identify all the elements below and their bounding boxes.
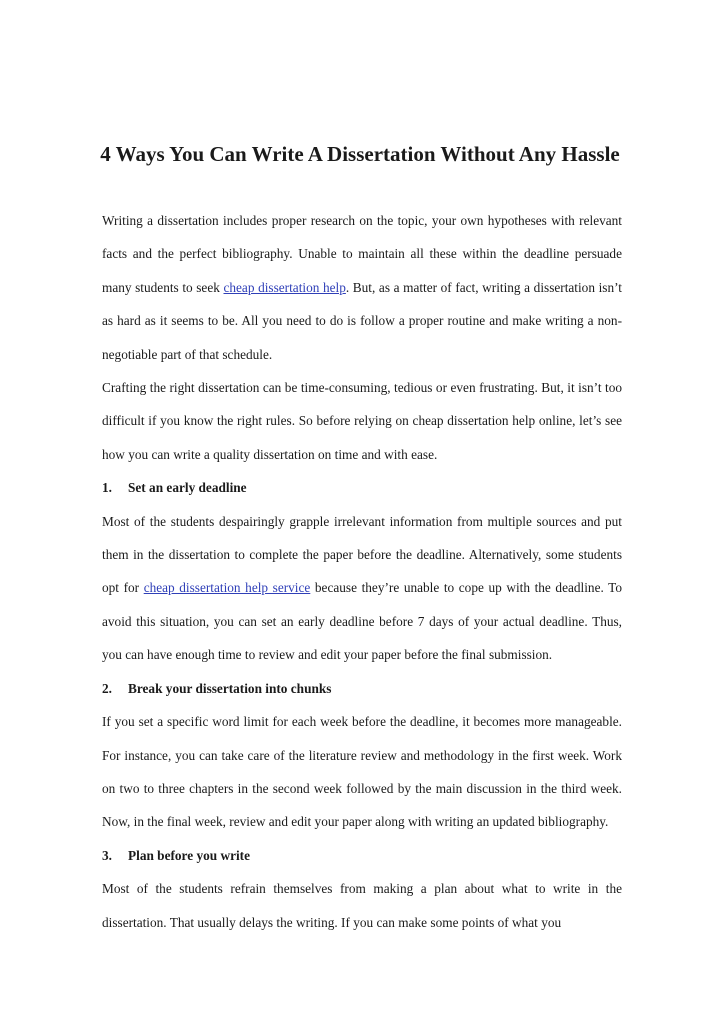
section-2-paragraph: If you set a specific word limit for each week before the deadline, it becomes more manageable. For instance, you can take care of the literature review and methodology in the first week. Work on two to three chapters in the second week followed by the main discussion in the third week. Now, in the final week, review and edit your paper along with writing an updated bibliography. xyxy=(102,714,622,830)
section-1-paragraph xyxy=(102,505,622,672)
cheap-dissertation-help-service-link[interactable]: cheap dissertation help service xyxy=(143,580,311,596)
section-1-text-end: because they’re unable to cope up with the deadline. To avoid this situation, you can set an early deadline before 7 days of your actual deadline. Thus, you can have enough time to review and edit your paper before the final submission. xyxy=(102,580,622,663)
section-3-heading xyxy=(102,839,622,872)
section-3-paragraph: Most of the students refrain themselves from making a plan about what to write in the dissertation. That usually delays the writing. If you can make some points of what you xyxy=(102,881,622,930)
section-3-number: 3. xyxy=(102,847,112,863)
section-1-number: 1. xyxy=(102,480,112,496)
section-1-title: Set an early deadline xyxy=(128,480,247,496)
intro-text-start: Writing a dissertation includes proper research on the topic, your own hypotheses with relevant facts and the perfect bibliography. Unable to maintain all these within the deadline persuade many students to seek xyxy=(102,213,622,295)
section-2-heading xyxy=(102,672,622,705)
intro-paragraph-2: Crafting the right dissertation can be time-consuming, tedious or even frustrating. But, it isn’t too difficult if you know the right rules. So before relying on cheap dissertation help online, let’s see how you can write a quality dissertation on time and with ease. xyxy=(102,380,622,462)
document-body xyxy=(102,204,622,939)
section-1-text-start: Most of the students despairingly grapple irrelevant information from multiple sources and put them in the dissertation to complete the paper before the deadline. Alternatively, some students opt for xyxy=(102,513,622,596)
cheap-dissertation-help-link[interactable]: cheap dissertation help xyxy=(223,279,346,295)
section-3-title: Plan before you write xyxy=(128,847,250,863)
document-title: 4 Ways You Can Write A Dissertation Without Any Hassle xyxy=(100,142,620,166)
section-2-number: 2. xyxy=(102,680,112,696)
section-2-title: Break your dissertation into chunks xyxy=(128,680,332,696)
intro-text-end: . But, as a matter of fact, writing a dissertation isn’t as hard as it seems to be. All you need to do is follow a proper routine and make writing a non-negotiable part of that schedule. xyxy=(102,279,622,362)
section-1-heading xyxy=(102,471,622,504)
intro-paragraph-1 xyxy=(102,204,622,371)
